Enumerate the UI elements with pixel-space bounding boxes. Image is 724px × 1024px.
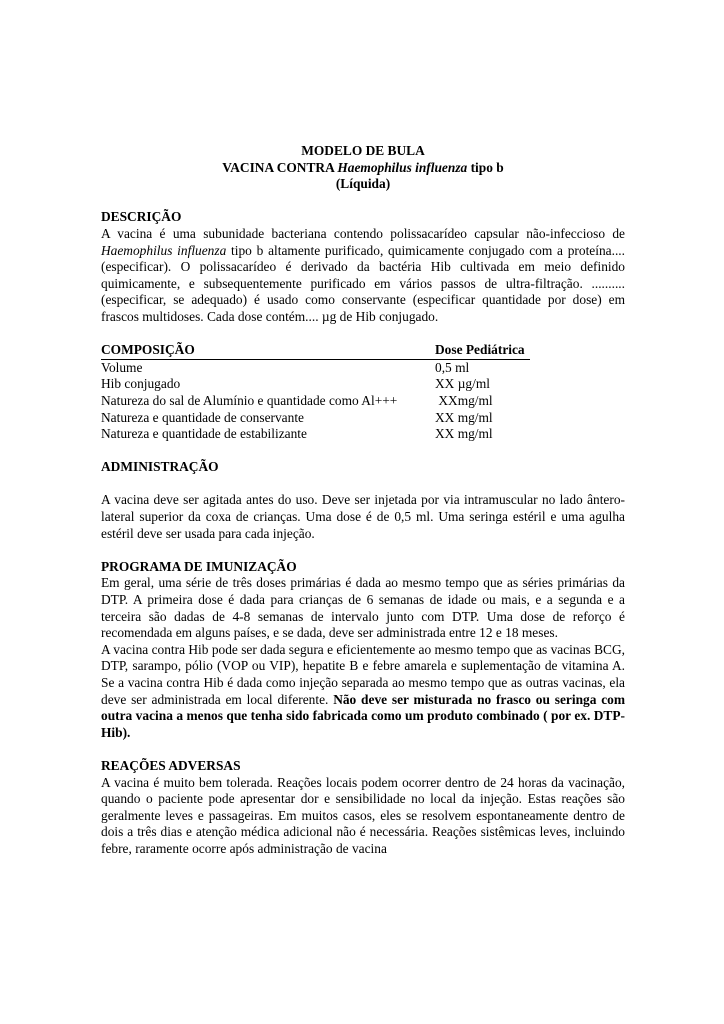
- section-heading-descricao: DESCRIÇÃO: [101, 209, 182, 225]
- composition-label: Volume: [101, 359, 143, 375]
- composition-column-header: Dose Pediátrica: [435, 342, 530, 360]
- document-body: [101, 143, 625, 858]
- descricao-text-italic: Haemophilus influenza: [101, 242, 227, 258]
- composition-row: [101, 393, 625, 410]
- composition-label: Natureza do sal de Alumínio e quantidade como Al+++: [101, 392, 398, 408]
- composition-label: Natureza e quantidade de estabilizante: [101, 426, 307, 442]
- composition-label: Hib conjugado: [101, 376, 181, 392]
- descricao-text-a: A vacina é uma subunidade bacteriana contendo polissacarídeo capsular não-infeccioso de: [101, 225, 625, 241]
- composition-row: [101, 426, 625, 443]
- title-line-2-text: VACINA CONTRA: [222, 159, 338, 175]
- programa-paragraph-2: [101, 642, 625, 742]
- title-line-2: [101, 160, 625, 177]
- composition-label: Natureza e quantidade de conservante: [101, 409, 304, 425]
- section-heading-administracao: ADMINISTRAÇÃO: [101, 459, 219, 475]
- section-heading-reacoes: REAÇÕES ADVERSAS: [101, 757, 241, 773]
- programa-text: A vacina contra Hib pode ser dada segura e eficientemente ao mesmo tempo que as vacinas BCG, DTP, sarampo, pólio (VOP ou VIP), hepatite B e febre amarela e suplementação de vitamina A. Se a vacina contra Hib é dada como injeção separada ao mesmo tempo que as outras vacinas, ela deve ser administrada em local diferente.: [101, 641, 625, 707]
- composition-row: [101, 360, 625, 377]
- composition-value: XXmg/ml: [435, 392, 493, 408]
- programa-paragraph-1: Em geral, uma série de três doses primárias é dada ao mesmo tempo que as séries primárias da DTP. A primeira dose é dada para crianças de 6 semanas de idade ou mais, e a segunda e a terceira são dadas de 4-8 semanas de intervalo junto com DTP. Uma dose de reforço é recomendada em alguns países, e se dada, deve ser administrada entre 12 e 18 meses.: [101, 575, 625, 641]
- title-line-2-italic: Haemophilus influenza: [337, 159, 468, 175]
- composition-value: 0,5 ml: [435, 359, 470, 375]
- section-heading-programa: PROGRAMA DE IMUNIZAÇÃO: [101, 558, 297, 574]
- descricao-paragraph: [101, 226, 625, 326]
- section-heading-composicao: COMPOSIÇÃO: [101, 342, 435, 360]
- composition-row: [101, 410, 625, 427]
- title-line-2-suffix: tipo b: [467, 159, 504, 175]
- document-title: [101, 143, 625, 193]
- programa-warning-bold: Não deve ser misturada no frasco ou seringa com outra vacina a menos que tenha sido fabricada como um produto combinado ( por ex. DTP-Hib).: [101, 691, 626, 740]
- composition-header-row: [101, 342, 625, 360]
- title-line-1: MODELO DE BULA: [301, 143, 425, 158]
- composition-row: [101, 376, 625, 393]
- composition-value: XX mg/ml: [435, 409, 493, 425]
- composition-value: XX µg/ml: [435, 376, 490, 392]
- composition-table: [101, 342, 625, 443]
- administracao-paragraph: A vacina deve ser agitada antes do uso. Deve ser injetada por via intramuscular no lado ântero-lateral superior da coxa de crianças. Uma dose é de 0,5 ml. Uma seringa estéril e uma agulha estéril deve ser usada para cada injeção.: [101, 492, 625, 541]
- title-line-3: (Líquida): [335, 176, 391, 192]
- descricao-text-b: tipo b altamente purificado, quimicamente conjugado com a proteína....(especificar). O polissacarídeo é derivado da bactéria Hib cultivada em meio definido quimicamente, e subsequentemente purificado em vários passos de ultra-filtração. ..........(especificar, se adequado) é usado como conservante (especificar quantidade por dose) em frascos multidoses. Cada dose contém.... µg de Hib conjugado.: [101, 242, 626, 324]
- composition-value: XX mg/ml: [435, 426, 493, 442]
- reacoes-paragraph: A vacina é muito bem tolerada. Reações locais podem ocorrer dentro de 24 horas da vacinação, quando o paciente pode apresentar dor e sensibilidade no local da injeção. Estas reações são geralmente leves e passageiras. Em muitos casos, eles se resolvem espontaneamente dentro de dois a três dias e atenção médica adicional não é necessária. Reações sistêmicas leves, incluindo febre, raramente ocorre após administração de vacina: [101, 774, 625, 856]
